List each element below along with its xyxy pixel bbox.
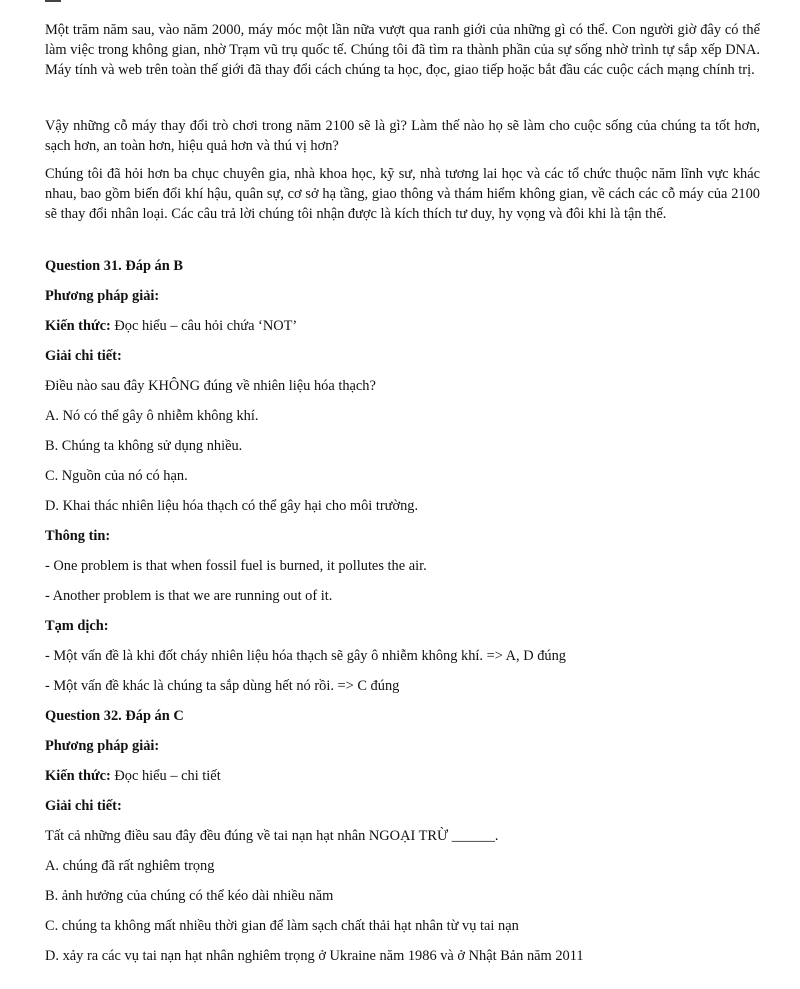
q31-knowledge-label: Kiến thức: xyxy=(45,318,111,334)
q32-detail-label: Giải chi tiết: xyxy=(45,798,122,814)
top-rule xyxy=(45,0,61,2)
q31-option-c: C. Nguồn của nó có hạn. xyxy=(45,468,188,484)
q32-knowledge xyxy=(45,766,221,786)
paragraph-2: Vậy những cỗ máy thay đổi trò chơi trong năm 2100 sẽ là gì? Làm thế nào họ sẽ làm cho cuộc sống của chúng ta tốt hơn, sạch hơn, an toàn hơn, hiệu quả hơn và thú vị hơn? xyxy=(45,118,760,154)
q31-info-label: Thông tin: xyxy=(45,528,111,544)
q31-translation-line-1: - Một vấn đề là khi đốt cháy nhiên liệu hóa thạch sẽ gây ô nhiễm không khí. => A, D đúng xyxy=(45,648,567,664)
q31-info-line-1: - One problem is that when fossil fuel is burned, it pollutes the air. xyxy=(45,558,427,574)
q31-heading: Question 31. Đáp án B xyxy=(45,258,183,274)
paragraph-3: Chúng tôi đã hỏi hơn ba chục chuyên gia, nhà khoa học, kỹ sư, nhà tương lai học và các tổ chức thuộc năm lĩnh vực khác nhau, bao gồm biến đổi khí hậu, quân sự, cơ sở hạ tầng, giao thông và thám hiểm không gian, về cách các cỗ máy của 2100 sẽ thay đổi nhân loại. Các câu trả lời chúng tôi nhận được là kích thích tư duy, hy vọng và đôi khi là tận thế. xyxy=(45,166,760,222)
q31-knowledge xyxy=(45,316,297,336)
q31-question: Điều nào sau đây KHÔNG đúng về nhiên liệu hóa thạch? xyxy=(45,378,376,394)
q32-option-d: D. xảy ra các vụ tai nạn hạt nhân nghiêm trọng ở Ukraine năm 1986 và ở Nhật Bản năm 2011 xyxy=(45,948,584,964)
q31-translation-label: Tạm dịch: xyxy=(45,618,109,634)
q31-method-label: Phương pháp giải: xyxy=(45,288,160,304)
q31-option-b: B. Chúng ta không sử dụng nhiều. xyxy=(45,438,243,454)
q32-option-c: C. chúng ta không mất nhiều thời gian để làm sạch chất thải hạt nhân từ vụ tai nạn xyxy=(45,918,519,934)
q32-option-b: B. ảnh hưởng của chúng có thể kéo dài nhiều năm xyxy=(45,888,334,904)
q32-heading: Question 32. Đáp án C xyxy=(45,708,184,724)
q31-option-a: A. Nó có thể gây ô nhiễm không khí. xyxy=(45,408,259,424)
q32-option-a: A. chúng đã rất nghiêm trọng xyxy=(45,858,215,874)
q32-method-label: Phương pháp giải: xyxy=(45,738,160,754)
q31-option-d: D. Khai thác nhiên liệu hóa thạch có thể gây hại cho môi trường. xyxy=(45,498,419,514)
q31-detail-label: Giải chi tiết: xyxy=(45,348,122,364)
q32-knowledge-text: Đọc hiểu – chi tiết xyxy=(110,768,221,784)
q31-translation-line-2: - Một vấn đề khác là chúng ta sắp dùng hết nó rồi. => C đúng xyxy=(45,678,400,694)
q31-knowledge-text: Đọc hiểu – câu hỏi chứa ‘NOT’ xyxy=(110,318,298,334)
q32-question: Tất cả những điều sau đây đều đúng về tai nạn hạt nhân NGOẠI TRỪ ______. xyxy=(45,828,499,844)
paragraph-1: Một trăm năm sau, vào năm 2000, máy móc một lần nữa vượt qua ranh giới của những gì có thể. Con người giờ đây có thể làm việc trong không gian, nhờ Trạm vũ trụ quốc tế. Chúng tôi đã tìm ra thành phần của sự sống nhờ trình tự sắp xếp DNA. Máy tính và web trên toàn thế giới đã thay đổi cách chúng ta học, đọc, giao tiếp hoặc bắt đầu các cuộc cách mạng chính trị. xyxy=(45,22,760,78)
q31-info-line-2: - Another problem is that we are running out of it. xyxy=(45,588,333,604)
q32-knowledge-label: Kiến thức: xyxy=(45,768,111,784)
